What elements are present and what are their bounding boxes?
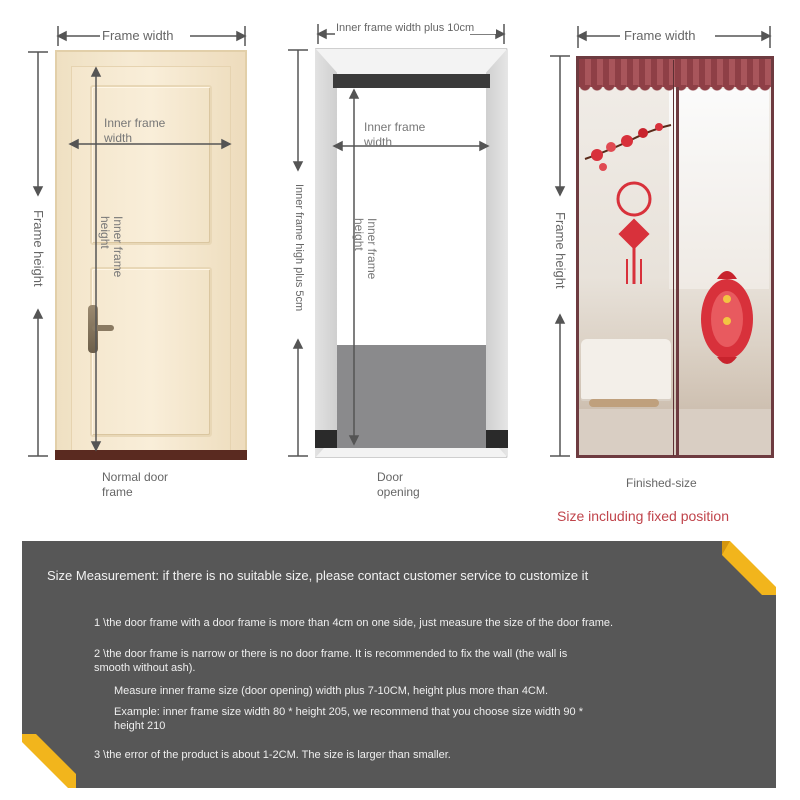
notice-item-2-measure: Measure inner frame size (door opening) width plus 7-10CM, height plus more than 4CM. [114,685,549,697]
size-note: Size including fixed position [557,508,729,524]
notice-item-1: 1 \the door frame with a door frame is more than 4cm on one side, just measure the size of the door frame. [94,617,614,629]
screen-caption: Finished-size [626,476,697,490]
door-inner-height-label: Inner frame height [98,216,125,278]
door-frame-height-label: Frame height [31,210,46,287]
door-inner-width-label: Inner frame width [104,116,166,145]
notice-item-3: 3 \the error of the product is about 1-2CM. The size is larger than smaller. [94,749,451,761]
screen-frame-width-label: Frame width [624,28,696,43]
door-frame-width-label: Frame width [102,28,174,43]
notice-item-2-example-1: Example: inner frame size width 80 * height 205, we recommend that you choose size width 90 * [114,706,583,718]
screen-frame-height-label: Frame height [553,212,568,289]
opening-top-label: Inner frame width plus 10cm [336,22,496,34]
opening-side-label: Inner frame high plus 5cm [293,184,305,312]
opening-inner-width-label: Inner frame width [364,120,426,149]
notice-title: Size Measurement: if there is no suitable size, please contact customer service to customize it [47,568,589,583]
notice-item-2-line-1: 2 \the door frame is narrow or there is no door frame. It is recommended to fix the wall (the wall is [94,648,568,660]
gold-corner-top-right [722,541,776,595]
gold-corner-bottom-left [22,734,76,788]
opening-inner-height-label: Inner frame height [352,218,379,280]
notice-item-2-example-2: height 210 [114,720,166,732]
size-measurement-notice [22,541,776,788]
door-caption: Normal door frame [102,470,169,499]
opening-caption: Door opening [377,470,420,499]
notice-item-2-line-2: smooth without ash). [94,662,196,674]
